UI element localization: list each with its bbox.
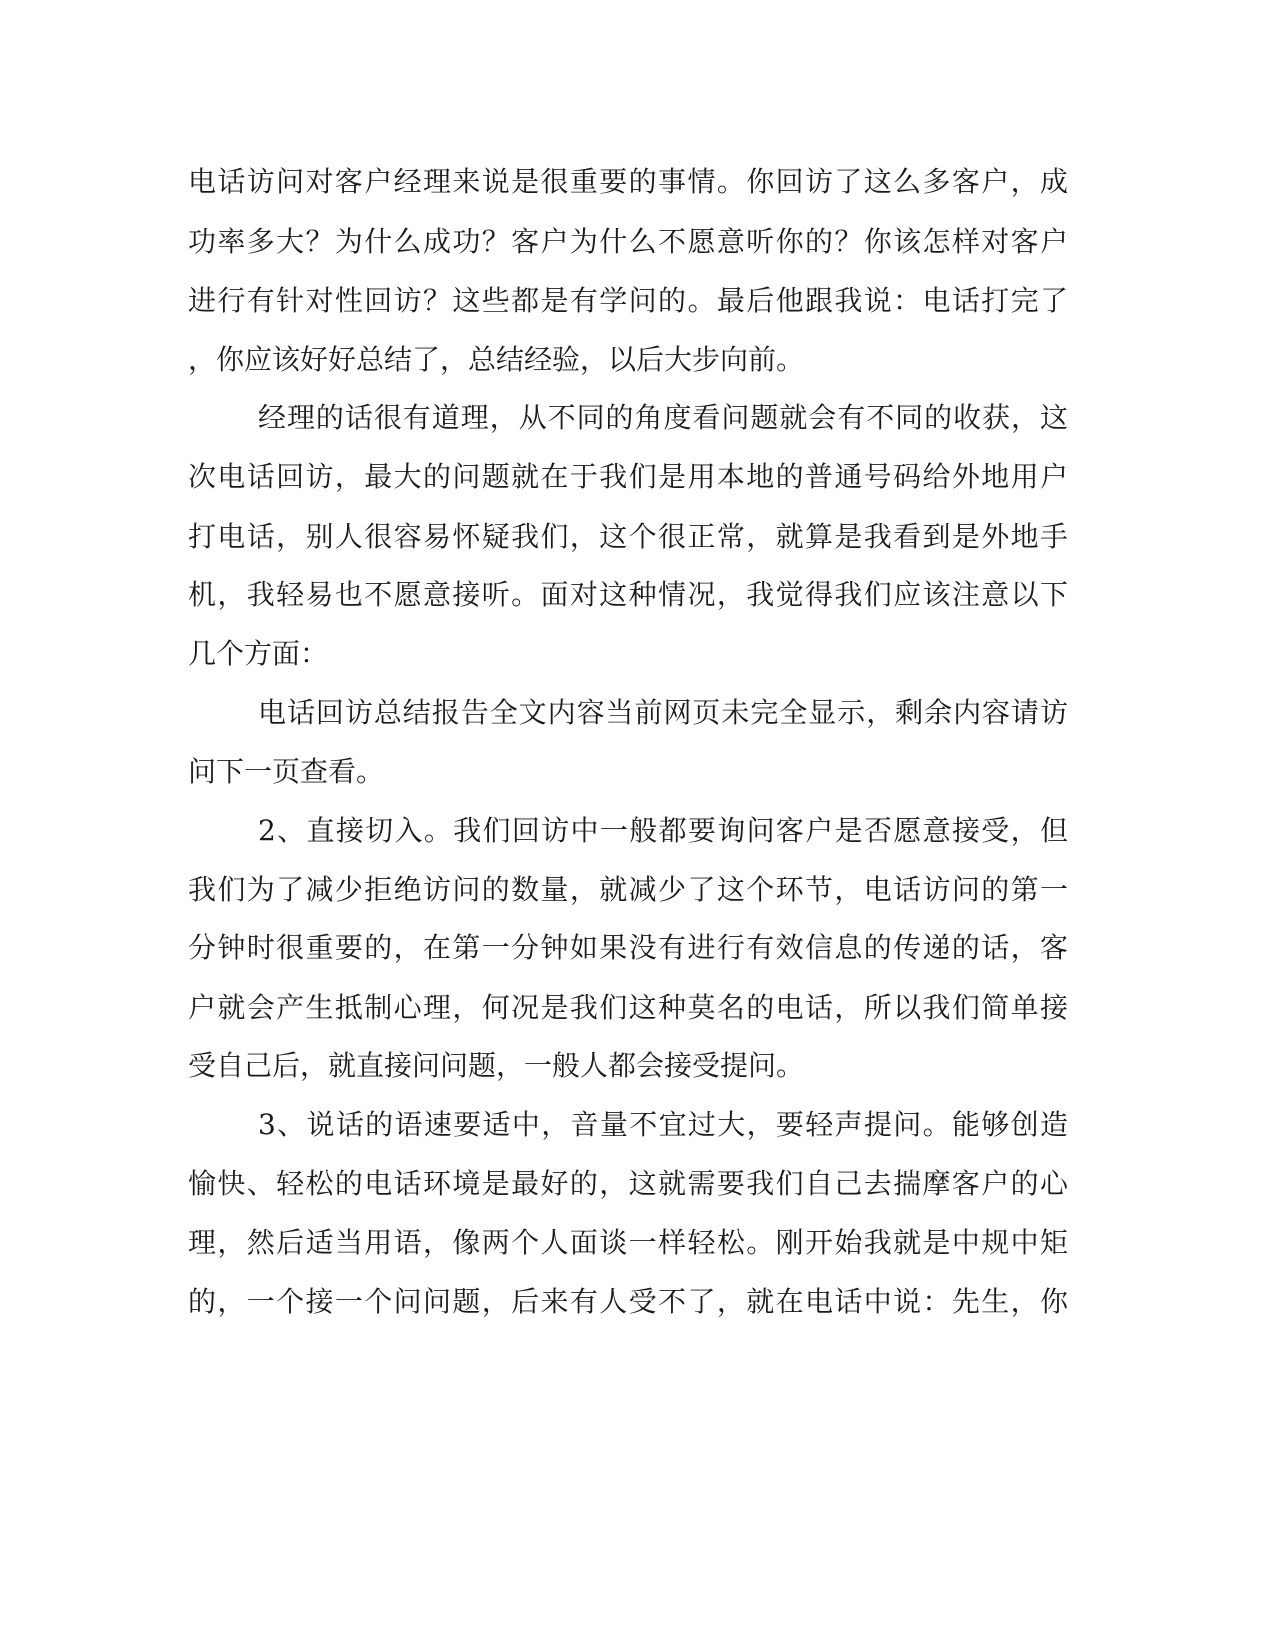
- text-line: 电话访问对客户经理来说是很重要的事情。你回访了这么多客户，成: [188, 165, 1068, 198]
- text-line: 进行有针对性回访？这些都是有学问的。最后他跟我说：电话打完了: [188, 284, 1068, 317]
- text-line: 愉快、轻松的电话环境是最好的，这就需要我们自己去揣摩客户的心: [188, 1167, 1068, 1200]
- text-line: 电话回访总结报告全文内容当前网页未完全显示，剩余内容请访: [258, 696, 1068, 729]
- text-line: 次电话回访，最大的问题就在于我们是用本地的普通号码给外地用户: [188, 460, 1068, 493]
- text-line: 受自己后，就直接问问题，一般人都会接受提问。: [188, 1049, 805, 1082]
- text-line: 问下一页查看。: [188, 755, 385, 788]
- text-line: 的，一个接一个问问题，后来有人受不了，就在电话中说：先生，你: [188, 1285, 1068, 1318]
- text-line: 3、说话的语速要适中，音量不宜过大，要轻声提问。能够创造: [258, 1108, 1068, 1141]
- text-line: 几个方面：: [188, 637, 329, 670]
- text-line: ，你应该好好总结了，总结经验，以后大步向前。: [188, 343, 805, 376]
- text-line: 理，然后适当用语，像两个人面谈一样轻松。刚开始我就是中规中矩: [188, 1226, 1068, 1259]
- text-line: 我们为了减少拒绝访问的数量，就减少了这个环节，电话访问的第一: [188, 873, 1068, 906]
- text-line: 机，我轻易也不愿意接听。面对这种情况，我觉得我们应该注意以下: [188, 578, 1068, 611]
- text-line: 分钟时很重要的，在第一分钟如果没有进行有效信息的传递的话，客: [188, 931, 1068, 964]
- text-line: 经理的话很有道理，从不同的角度看问题就会有不同的收获，这: [258, 401, 1068, 434]
- text-line: 2、直接切入。我们回访中一般都要询问客户是否愿意接受，但: [258, 814, 1068, 847]
- text-line: 功率多大？为什么成功？客户为什么不愿意听你的？你该怎样对客户: [188, 225, 1068, 258]
- text-line: 打电话，别人很容易怀疑我们，这个很正常，就算是我看到是外地手: [188, 520, 1068, 553]
- text-line: 户就会产生抵制心理，何况是我们这种莫名的电话，所以我们简单接: [188, 991, 1068, 1024]
